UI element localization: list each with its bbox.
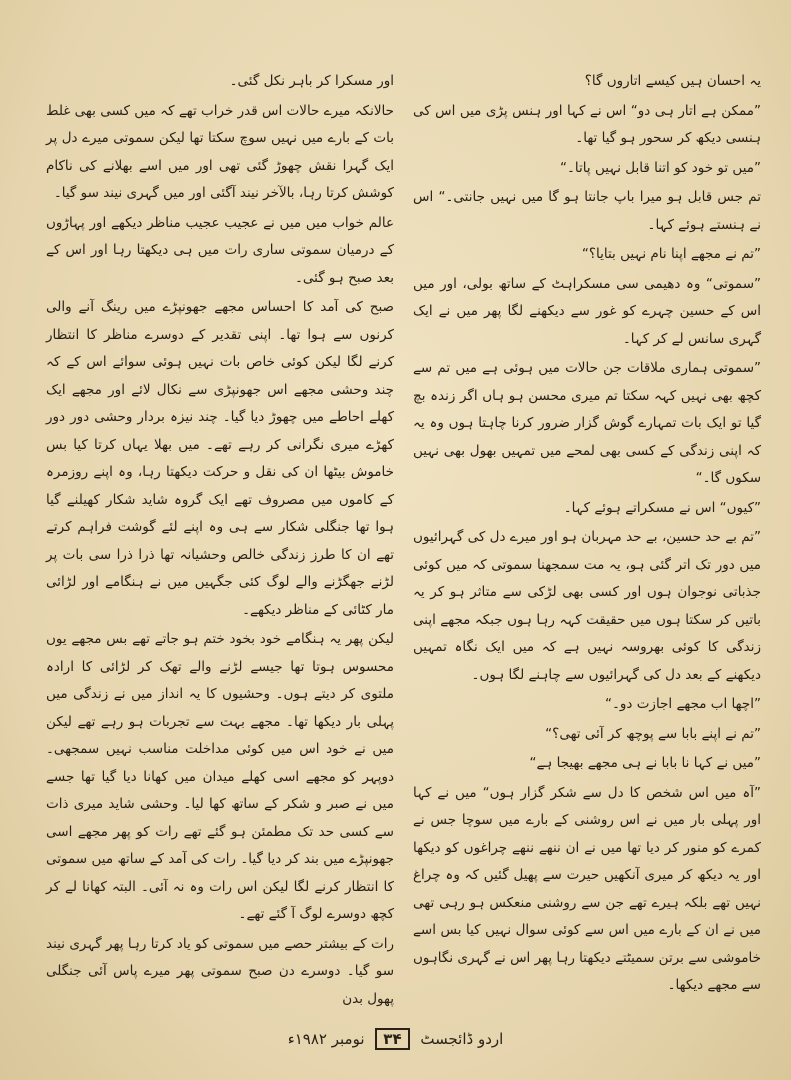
paragraph: ”تم نے اپنے بابا سے پوچھ کر آئی تھی؟“ xyxy=(545,725,761,742)
paragraph: رات کے بیشتر حصے میں سموتی کو یاد کرتا رہا پھر گہری نیند سو گیا۔ دوسرے دن صبح سموتی پھر میرے پاس آئی جنگلی پھول بدن xyxy=(46,935,394,1007)
paragraph: ”سموتی ہماری ملاقات جن حالات میں ہوئی ہے میں تم سے کچھ بھی نہیں کہہ سکتا تم میری محسن ہو ہاں اگر زندہ بچ گیا تو ایک بات تمہارے گوش گزار ضرور کرنا چاہتا ہوں وہ یہ کہ اپنی زندگی کے کسی بھی لمحے میں تمہیں بھول بھی نہیں سکوں گا۔“ xyxy=(413,360,761,486)
paragraph: ”سموتی“ وہ دھیمی سی مسکراہٹ کے ساتھ بولی، اور میں اس کے حسین چہرے کو غور سے دیکھنے لگا پھر میں نے ایک گہری سانس لے کر کہا۔ xyxy=(413,275,761,347)
paragraph: ”کیوں“ اس نے مسکراتے ہوئے کہا۔ xyxy=(563,499,761,516)
paragraph: حالانکہ میرے حالات اس قدر خراب تھے کہ میں کسی بھی غلط بات کے بارے میں نہیں سوچ سکتا تھا لیکن سموتی میرے دل پر ایک گہرا نقش چھوڑ گئی تھی اور میں اسے بھلانے کی ناکام کوشش کرتا رہا، بالآخر نیند آگئی اور میں گہری نیند سو گیا۔ xyxy=(46,102,394,201)
paragraph: ”تم نے مجھے اپنا نام نہیں بتایا؟“ xyxy=(581,246,761,262)
column-divider xyxy=(396,70,397,1030)
paragraph: ”آہ میں اس شخص کا دل سے شکر گزار ہوں“ میں نے کہا اور پہلی بار میں نے اس روشنی کے بارے میں سوچا جس نے کمرے کو منور کر دیا تھا میں نے ان ننھے ننھے چراغوں کو دیکھا اور یہ دیکھ کر میری آنکھیں حیرت سے پھیل گئیں کہ وہ چراغ نہیں تھے بلکہ ہیرے تھے جن سے روشنی منعکس ہو رہی تھی میں نے ان کے بارے میں اس سے کوئی سوال نہیں کیا بس اسے خاموشی سے برتن سمیٹتے دیکھتا رہا پھر اس نے گہری نگاہوں سے مجھے دیکھا۔ xyxy=(413,784,761,993)
paragraph: تم جس قابل ہو میرا باپ جانتا ہو گا میں نہیں جانتی۔“ اس نے ہنستے ہوئے کہا۔ xyxy=(413,189,761,233)
left-column xyxy=(46,68,394,1015)
paragraph: صبح کی آمد کا احساس مجھے جھونپڑے میں رینگ آنے والی کرنوں سے ہوا تھا۔ اپنی تقدیر کے دوسرے مناظر کا انتظار کرنے لگا لیکن کوئی خاص بات نہیں ہوئی سوائے اس کے کہ چند وحشی مجھے اس جھونپڑی سے نکال لائے اور مجھے ایک کھلے احاطے میں چھوڑ دیا گیا۔ چند نیزہ بردار وحشی دور دور کھڑے میری نگرانی کر رہے تھے۔ میں بھلا یہاں کرتا کیا بس خاموش بیٹھا ان کی نقل و حرکت دیکھتا رہا، وہ اپنے روزمرہ کے کاموں میں مصروف تھے ایک گروہ شاید شکار کھیلنے گیا ہوا تھا جنگلی شکار سے ہی وہ اپنے لئے گوشت فراہم کرتے تھے ان کا طرز زندگی خالص وحشیانہ تھا ذرا ذرا سی بات پر لڑنے جھگڑنے والے لوگ کئی جگہیں میں نے ہنگامے اور لڑائی مار کٹائی کے مناظر دیکھے۔ xyxy=(46,299,394,618)
paragraph: عالم خواب میں میں نے عجیب عجیب مناظر دیکھے اور پہاڑوں کے درمیان سموتی ساری رات میں ہی دیکھتا رہا اور اس کے بعد صبح ہو گئی۔ xyxy=(46,214,394,286)
paragraph: ”اچھا اب مجھے اجازت دو۔“ xyxy=(604,696,761,712)
paragraph: ”میں تو خود کو اتنا قابل نہیں پاتا۔“ xyxy=(560,159,761,176)
paragraph: لیکن پھر یہ ہنگامے خود بخود ختم ہو جاتے تھے بس مجھے یوں محسوس ہوتا تھا جیسے لڑنے والے تھک کر لڑائی کا ارادہ ملتوی کر دیتے ہوں۔ وحشیوں کا یہ انداز میں نے زندگی میں پہلی بار دیکھا تھا۔ مجھے بہت سے تجربات ہو رہے تھے لیکن میں نے خود اس میں کوئی مداخلت مناسب نہیں سمجھی۔ دوپہر کو مجھے اسی کھلے میدان میں کھانا دیا گیا تھا جسے میں نے صبر و شکر کے ساتھ کھا لیا۔ وحشی شاید میری ذات سے کسی حد تک مطمئن ہو گئے تھے رات کو پھر مجھے اسی جھونپڑے میں بند کر دیا گیا۔ رات کی آمد کے ساتھ میں سموتی کا انتظار کرنے لگا لیکن اس رات وہ نہ آئی۔ البتہ کھانا لے کر کچھ دوسرے لوگ آ گئے تھے۔ xyxy=(46,631,394,922)
paragraph: ”ممکن ہے اتار ہی دو“ اس نے کہا اور ہنس پڑی میں اس کی ہنسی دیکھ کر سحور ہو گیا تھا۔ xyxy=(413,102,761,146)
paragraph: اور مسکرا کر باہر نکل گئی۔ xyxy=(229,73,394,89)
page-footer xyxy=(0,1028,791,1050)
paragraph: یہ احسان ہیں کیسے اتاروں گا؟ xyxy=(584,73,761,89)
issue-date: نومبر ۱۹۸۲ء xyxy=(287,1030,365,1048)
page-number: ۳۴ xyxy=(375,1028,409,1050)
right-column xyxy=(413,68,761,1002)
magazine-name: اردو ڈائجسٹ xyxy=(420,1030,504,1048)
paragraph: ”تم بے حد حسین، بے حد مہربان ہو اور میرے دل کی گہرائیوں میں دور تک اتر گئی ہو، یہ مت سمجھنا سموتی کہ میں کوئی جذباتی نوجوان ہوں اور کسی بھی لڑکی سے متاثر ہو کر یہ باتیں کر سکتا ہوں میں حقیقت کہہ رہا ہوں جبکہ مجھے اپنی زندگی کا کوئی بھروسہ نہیں ہے کہ میں ایک نگاہ تمہیں دیکھنے کے بعد دل کی گہرائیوں سے چاہنے لگا ہوں۔ xyxy=(413,529,761,683)
paragraph: ”میں نے کہا نا بابا نے ہی مجھے بھیجا ہے“ xyxy=(529,755,761,771)
